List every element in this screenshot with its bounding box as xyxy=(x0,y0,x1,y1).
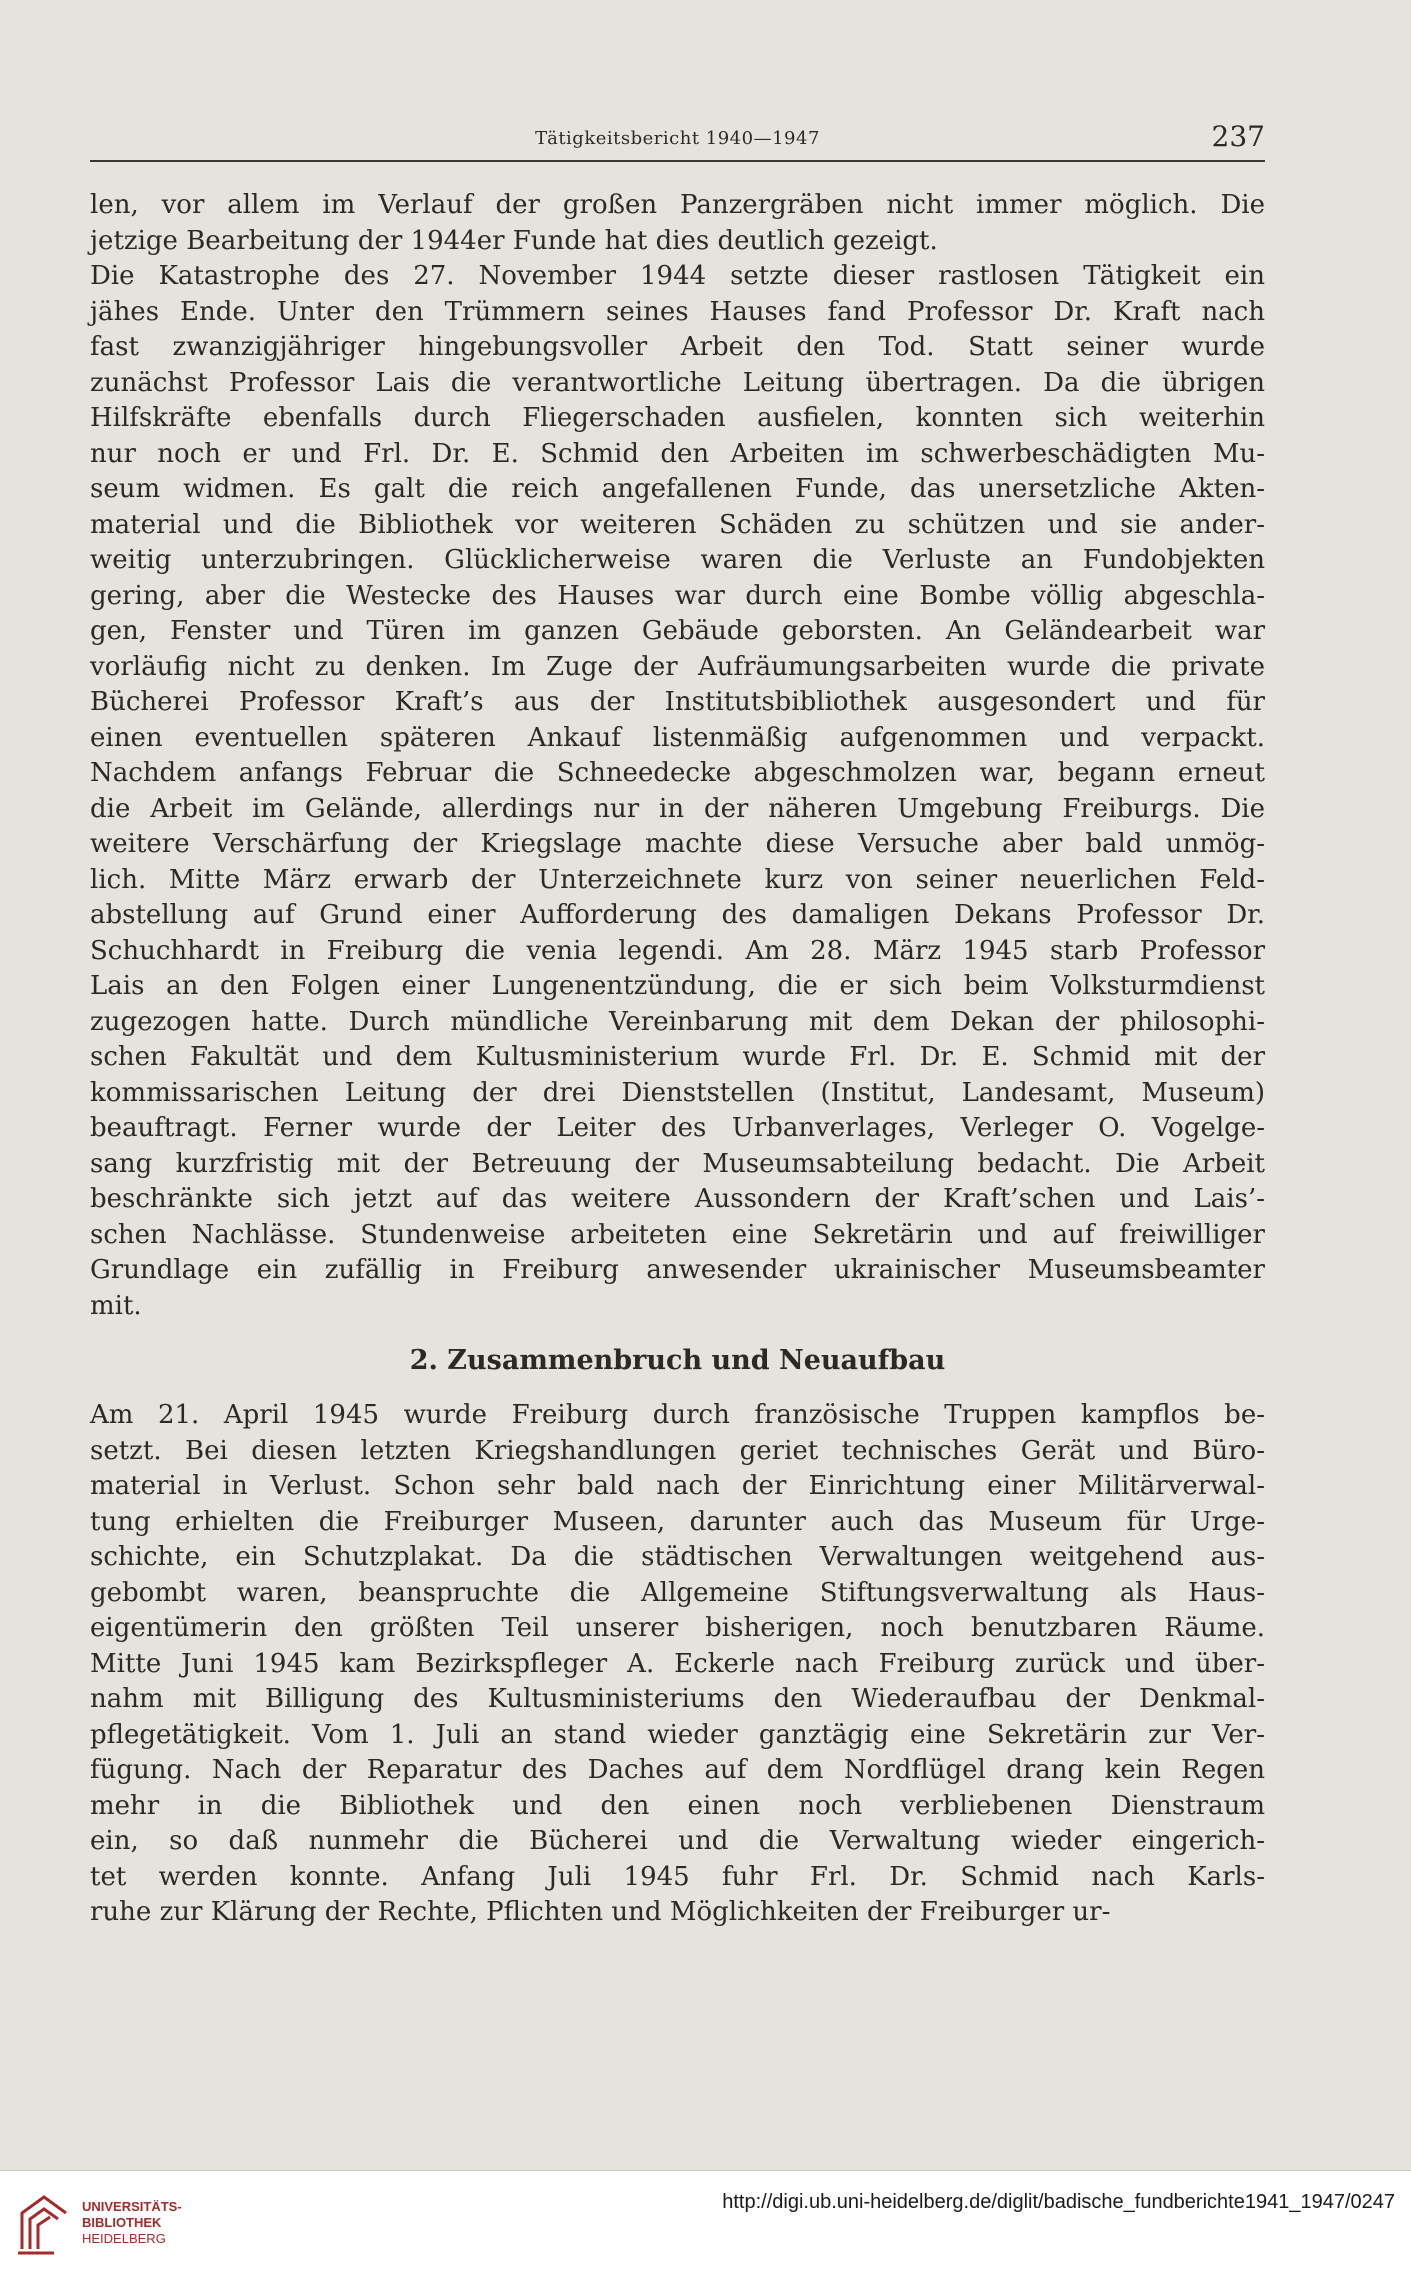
text-line: seum widmen. Es galt die reich angefallenen Funde, das unersetzliche Akten- xyxy=(90,474,1265,504)
text-line: fügung. Nach der Reparatur des Daches auf dem Nordflügel drang kein Regen xyxy=(90,1755,1265,1785)
text-line: gen, Fenster und Türen im ganzen Gebäude geborsten. An Geländearbeit war xyxy=(90,616,1265,646)
library-name-line2: BIBLIOTHEK xyxy=(82,2215,162,2230)
text-line: Am 21. April 1945 wurde Freiburg durch französische Truppen kampflos be- xyxy=(90,1400,1265,1430)
text-line: weitig unterzubringen. Glücklicherweise waren die Verluste an Fundobjekten xyxy=(90,545,1265,575)
text-line: einen eventuellen späteren Ankauf listenmäßig aufgenommen und verpackt. xyxy=(90,722,1265,753)
text-line: kommissarischen Leitung der drei Dienststellen (Institut, Landesamt, Museum) xyxy=(90,1077,1265,1108)
text-line: nur noch er und Frl. Dr. E. Schmid den Arbeiten im schwerbeschädigten Mu- xyxy=(90,438,1265,469)
text-line: die Arbeit im Gelände, allerdings nur in der näheren Umgebung Freiburgs. Die xyxy=(90,793,1265,824)
text-line: mit. xyxy=(90,1290,142,1321)
text-line: vorläufig nicht zu denken. Im Zuge der Aufräumungsarbeiten wurde die private xyxy=(90,651,1265,682)
text-line: len, vor allem im Verlauf der großen Panzergräben nicht immer möglich. Die xyxy=(90,190,1265,220)
text-line: gebombt waren, beanspruchte die Allgemeine Stiftungsverwaltung als Haus- xyxy=(90,1577,1265,1608)
text-line: jetzige Bearbeitung der 1944er Funde hat dies deutlich gezeigt. xyxy=(90,225,938,256)
library-logo-icon xyxy=(14,2189,74,2257)
text-line: beschränkte sich jetzt auf das weitere Aussondern der Kraft’schen und Lais’- xyxy=(90,1184,1265,1214)
running-title: Tätigkeitsbericht 1940—1947 xyxy=(535,128,820,149)
text-line: Mitte Juni 1945 kam Bezirkspfleger A. Eckerle nach Freiburg zurück und über- xyxy=(90,1648,1265,1679)
text-line: fast zwanzigjähriger hingebungsvoller Arbeit den Tod. Statt seiner wurde xyxy=(90,332,1265,362)
text-line: zunächst Professor Lais die verantwortliche Leitung übertragen. Da die übrigen xyxy=(90,367,1265,398)
source-url-link[interactable]: http://digi.ub.uni-heidelberg.de/diglit/badische_fundberichte1941_1947/0247 xyxy=(722,2191,1395,2213)
paragraph-1 xyxy=(90,188,1265,1324)
text-line: material und die Bibliothek vor weiteren Schäden zu schützen und sie ander- xyxy=(90,509,1265,540)
text-line: Die Katastrophe des 27. November 1944 setzte dieser rastlosen Tätigkeit ein xyxy=(90,261,1265,291)
text-line: lich. Mitte März erwarb der Unterzeichnete kurz von seiner neuerlichen Feld- xyxy=(90,864,1265,895)
text-line: pflegetätigkeit. Vom 1. Juli an stand wieder ganztägig eine Sekretärin zur Ver- xyxy=(90,1719,1265,1750)
text-line: mehr in die Bibliothek und den einen noch verbliebenen Dienstraum xyxy=(90,1790,1265,1821)
text-line: jähes Ende. Unter den Trümmern seines Hauses fand Professor Dr. Kraft nach xyxy=(90,296,1265,327)
text-line: gering, aber die Westecke des Hauses war durch eine Bombe völlig abgeschla- xyxy=(90,580,1265,611)
text-line: tet werden konnte. Anfang Juli 1945 fuhr Frl. Dr. Schmid nach Karls- xyxy=(90,1861,1265,1892)
text-line: weitere Verschärfung der Kriegslage machte diese Versuche aber bald unmög- xyxy=(90,829,1265,859)
text-line: zugezogen hatte. Durch mündliche Vereinbarung mit dem Dekan der philosophi- xyxy=(90,1006,1265,1037)
page-number: 237 xyxy=(1211,120,1265,153)
text-line: Hilfskräfte ebenfalls durch Fliegerschaden ausfielen, konnten sich weiterhin xyxy=(90,403,1265,433)
text-line: ruhe zur Klärung der Rechte, Pflichten und Möglichkeiten der Freiburger ur- xyxy=(90,1897,1111,1927)
text-line: material in Verlust. Schon sehr bald nach der Einrichtung einer Militärverwal- xyxy=(90,1471,1265,1501)
text-line: ein, so daß nunmehr die Bücherei und die Verwaltung wieder eingerich- xyxy=(90,1826,1265,1856)
text-line: Nachdem anfangs Februar die Schneedecke abgeschmolzen war, begann erneut xyxy=(90,758,1265,788)
text-line: tung erhielten die Freiburger Museen, darunter auch das Museum für Urge- xyxy=(90,1506,1265,1537)
text-line: Grundlage ein zufällig in Freiburg anwesender ukrainischer Museumsbeamter xyxy=(90,1255,1265,1285)
text-line: eigentümerin den größten Teil unserer bisherigen, noch benutzbaren Räume. xyxy=(90,1613,1265,1643)
text-line: schen Fakultät und dem Kultusministerium wurde Frl. Dr. E. Schmid mit der xyxy=(90,1042,1265,1072)
library-name-line3: HEIDELBERG xyxy=(82,2231,166,2246)
text-line: Lais an den Folgen einer Lungenentzündung, die er sich beim Volksturmdienst xyxy=(90,971,1265,1001)
text-line: abstellung auf Grund einer Aufforderung des damaligen Dekans Professor Dr. xyxy=(90,900,1265,930)
library-name xyxy=(82,2199,182,2247)
library-name-line1: UNIVERSITÄTS- xyxy=(82,2199,182,2214)
section-heading: 2. Zusammenbruch und Neuaufbau xyxy=(409,1345,946,1376)
body-text xyxy=(90,188,1265,1931)
running-header xyxy=(90,120,1265,162)
text-line: schichte, ein Schutzplakat. Da die städtischen Verwaltungen weitgehend aus- xyxy=(90,1542,1265,1572)
text-line: Schuchhardt in Freiburg die venia legendi. Am 28. März 1945 starb Professor xyxy=(90,935,1265,966)
text-line: sang kurzfristig mit der Betreuung der Museumsabteilung bedacht. Die Arbeit xyxy=(90,1148,1265,1179)
text-line: beauftragt. Ferner wurde der Leiter des Urbanverlages, Verleger O. Vogelge- xyxy=(90,1113,1265,1143)
text-line: schen Nachlässe. Stundenweise arbeiteten eine Sekretärin und auf freiwilliger xyxy=(90,1219,1265,1250)
footer-bar xyxy=(0,2170,1411,2274)
text-line: Bücherei Professor Kraft’s aus der Institutsbibliothek ausgesondert und für xyxy=(90,687,1265,717)
text-line: nahm mit Billigung des Kultusministeriums den Wiederaufbau der Denkmal- xyxy=(90,1684,1265,1714)
text-line: setzt. Bei diesen letzten Kriegshandlungen geriet technisches Gerät und Büro- xyxy=(90,1435,1265,1466)
paragraph-2 xyxy=(90,1398,1265,1931)
